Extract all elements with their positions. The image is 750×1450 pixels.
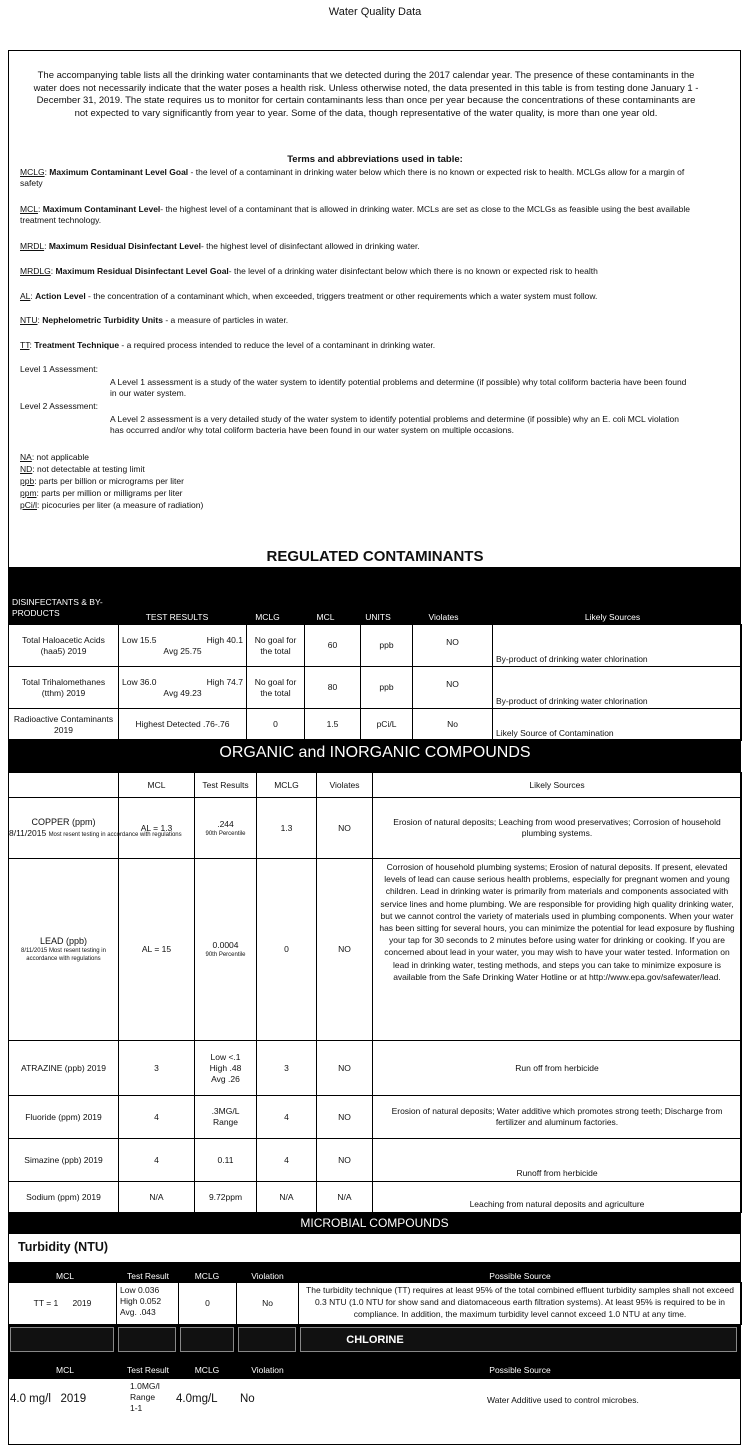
test-result: Low 15.5 High 40.1 Avg 25.75 (119, 625, 247, 667)
term-ntu: NTU: Nephelometric Turbidity Units - a measure of particles in water. (20, 315, 289, 325)
table-row (9, 1283, 742, 1325)
mclg-value: No goal for the total (247, 625, 305, 667)
term-mrdl: MRDL: Maximum Residual Disinfectant Level- the highest level of disinfectant allowed in drinking water. (20, 241, 420, 251)
page-title: Water Quality Data (328, 6, 422, 18)
likely-source: Corrosion of household plumbing systems; Erosion of natural deposits. If present, elevated levels of lead can cause serious health problems, especially for pregnant women and young children. Lead in drinking water is primarily from materials and components associated with service lines and home plumbing. We are responsible for providing high quality drinking water, but we cannot control the variety of materials used in plumbing components. When your water has been sitting for several hours, you can minimize the potential for lead exposure by flushing your tap for 30 seconds to 2 minutes before using water for drinking or cooking. If you are concerned about lead in your water, you may wish to have your water tested. Information on lead in drinking water, testing methods, and steps you can take to minimize exposure is available from the Safe Drinking Water Hotline or at http://www.epa.gov/safewater/lead. (373, 859, 742, 1041)
mcl-value: TT = 1 2019 (9, 1283, 117, 1325)
turbidity-title: Turbidity (NTU) (18, 1240, 109, 1254)
turbidity-header-possible-source: Possible Source (489, 1271, 551, 1281)
test-result: .244 90th Percentile (195, 798, 257, 859)
mclg-value: 0 (257, 859, 317, 1041)
term-mclg: MCLG: Maximum Contaminant Level Goal - the level of a contaminant in drinking water below which there is no known or expected risk to health. MCLGs allow for a margin of safety (20, 167, 685, 188)
turbidity-header-mclg: MCLG (194, 1271, 220, 1281)
likely-source: Run off from herbicide (373, 1041, 742, 1096)
intro-paragraph: The accompanying table lists all the drinking water contaminants that we detected during the 2017 calendar year. The presence of these contaminants in the water does not necessarily indicate that the water poses a health risk. Unless otherwise noted, the data presented in this table is from testing done January 1 - December 31, 2019. The state requires us to monitor for certain contaminants less than once per year because the concentrations of these contaminants are not expected to vary significantly from year to year. Some of the data, though representative of the water quality, is more than one year old. (33, 70, 699, 119)
header-violates: Violates (428, 612, 459, 622)
table-row (9, 667, 742, 709)
term-al: AL: Action Level - the concentration of a contaminant which, when exceeded, triggers treatment or other requirements which a water system must follow. (20, 291, 598, 301)
contaminant-name: Radioactive Contaminants 2019 (9, 709, 119, 741)
chlorine-header-violation: Violation (251, 1365, 284, 1375)
organic-header-row (9, 773, 742, 798)
chlorine-mcl: 4.0 mg/l 2019 (10, 1393, 87, 1405)
regulated-table (8, 624, 742, 741)
mclg-value: N/A (257, 1182, 317, 1213)
contaminant-name: Sodium (ppm) 2019 (9, 1182, 119, 1213)
chlorine-mclg: 4.0mg/L (176, 1393, 218, 1405)
table-row (9, 1139, 742, 1182)
table-row (9, 1182, 742, 1213)
header-disinfectants: DISINFECTANTS & BY-PRODUCTS (12, 597, 103, 618)
header-likely-sources: Likely Sources (373, 773, 742, 798)
header-mclg: MCLG (257, 773, 317, 798)
contaminant-name: COPPER (ppm) 8/11/2015 Most resent testing in accordance with regulations (9, 798, 119, 859)
violation-value: No (237, 1283, 299, 1325)
contaminant-name: Fluoride (ppm) 2019 (9, 1096, 119, 1139)
header-blank (9, 773, 119, 798)
test-result: .3MG/L Range (195, 1096, 257, 1139)
organic-table (8, 772, 742, 1213)
chlorine-heading: CHLORINE (346, 1334, 404, 1346)
regulated-heading: REGULATED CONTAMINANTS (266, 548, 484, 565)
mclg-value: 1.3 (257, 798, 317, 859)
level1-text: A Level 1 assessment is a study of the water system to identify potential problems and determine (if possible) why total coliform bacteria have been found in our water system. (110, 377, 687, 398)
terms-heading: Terms and abbreviations used in table: (287, 154, 463, 165)
def-pci: pCi/l: picocuries per liter (a measure of radiation) (20, 500, 204, 510)
abbreviation-list (20, 451, 203, 511)
header-units: UNITS (365, 612, 391, 622)
violates-value: NO (317, 798, 373, 859)
def-nd: ND: not detectable at testing limit (20, 464, 145, 474)
def-ppm: ppm: parts per million or milligrams per liter (20, 488, 183, 498)
likely-source: Runoff from herbicide (373, 1139, 742, 1182)
level1-label: Level 1 Assessment: (20, 364, 98, 374)
test-result: 0.11 (195, 1139, 257, 1182)
likely-source: By-product of drinking water chlorination (493, 625, 742, 667)
contaminant-name: Total Trihalomethanes (tthm) 2019 (9, 667, 119, 709)
turbidity-header-mcl: MCL (56, 1271, 74, 1281)
mcl-value: 1.5 (305, 709, 361, 741)
mcl-value: 60 (305, 625, 361, 667)
violates-value: N/A (317, 1182, 373, 1213)
def-na: NA: not applicable (20, 452, 89, 462)
table-row (9, 1096, 742, 1139)
mcl-value: 80 (305, 667, 361, 709)
chlorine-header-mcl: MCL (56, 1365, 74, 1375)
violates-value: NO (317, 1041, 373, 1096)
likely-source: Erosion of natural deposits; Water additive which promotes strong teeth; Discharge from fertilizer and aluminum factories. (373, 1096, 742, 1139)
term-mcl: MCL: Maximum Contaminant Level- the highest level of a contaminant that is allowed in drinking water. MCLs are set as close to the MCLGs as feasible using the best available treatment technology. (20, 204, 690, 225)
table-row (9, 859, 742, 1041)
violates-value: NO (317, 1096, 373, 1139)
mcl-value: N/A (119, 1182, 195, 1213)
turbidity-header-test-result: Test Result (126, 1271, 170, 1281)
table-row (9, 709, 742, 741)
mcl-value: 3 (119, 1041, 195, 1096)
table-row (9, 625, 742, 667)
turbidity-header-violation: Violation (251, 1271, 284, 1281)
mclg-value: 0 (247, 709, 305, 741)
mcl-value: AL = 15 (119, 859, 195, 1041)
test-result: Low 36.0 High 74.7 Avg 49.23 (119, 667, 247, 709)
chlorine-header-test-result: Test Result (126, 1365, 170, 1375)
mclg-value: 4 (257, 1096, 317, 1139)
test-result: Highest Detected .76-.76 (119, 709, 247, 741)
header-mcl: MCL (316, 612, 335, 622)
likely-source: By-product of drinking water chlorination (493, 667, 742, 709)
chlorine-violation: No (240, 1393, 255, 1405)
microbial-heading: MICROBIAL COMPOUNDS (8, 1212, 741, 1234)
likely-source: Erosion of natural deposits; Leaching from wood preservatives; Corrosion of household plumbing systems. (373, 798, 742, 859)
mclg-value: No goal for the total (247, 667, 305, 709)
mclg-value: 0 (179, 1283, 237, 1325)
header-test-results: Test Results (195, 773, 257, 798)
possible-source: The turbidity technique (TT) requires at least 95% of the total combined effluent turbidity samples shall not exceed 0.3 NTU (1.0 NTU for show sand and diatomaceous earth filtration systems). At least 95% is required to be in compliance. In addition, the maximum turbidity level cannot exceed 1.0 NTU at any time. (299, 1283, 742, 1325)
contaminant-name: Simazine (ppb) 2019 (9, 1139, 119, 1182)
term-mrdlg: MRDLG: Maximum Residual Disinfectant Level Goal- the level of a drinking water disinfectant below which there is no known or expected risk to health (20, 266, 598, 276)
level2-label: Level 2 Assessment: (20, 401, 98, 411)
contaminant-name: Total Haloacetic Acids (haa5) 2019 (9, 625, 119, 667)
table-row (9, 1041, 742, 1096)
units-value: pCi/L (361, 709, 413, 741)
chlorine-header-mclg: MCLG (194, 1365, 220, 1375)
mcl-value: 4 (119, 1139, 195, 1182)
level2-text: A Level 2 assessment is a very detailed study of the water system to identify potential problems and determine (if possible) why an E. coli MCL violation has occurred and/or why total coliform bacteria have been found in our water system on multiple occasions. (110, 414, 679, 435)
header-mcl: MCL (119, 773, 195, 798)
mcl-value: 4 (119, 1096, 195, 1139)
violates-value: No (413, 709, 493, 741)
table-row (9, 798, 742, 859)
mclg-value: 3 (257, 1041, 317, 1096)
mclg-value: 4 (257, 1139, 317, 1182)
chlorine-source: Water Additive used to control microbes. (487, 1395, 639, 1405)
organic-heading: ORGANIC and INORGANIC COMPOUNDS (219, 744, 531, 761)
mcl-value: AL = 1.3 (119, 798, 195, 859)
likely-source: Leaching from natural deposits and agriculture (373, 1182, 742, 1213)
chlorine-test-result: 1.0MG/l Range 1-1 (130, 1381, 160, 1413)
header-mclg: MCLG (255, 612, 280, 622)
chlorine-header-possible-source: Possible Source (489, 1365, 551, 1375)
header-likely-sources: Likely Sources (584, 612, 641, 622)
contaminant-name: LEAD (ppb) 8/11/2015 Most resent testing in accordance with regulations (9, 859, 119, 1041)
turbidity-table (8, 1282, 742, 1325)
contaminant-name: ATRAZINE (ppb) 2019 (9, 1041, 119, 1096)
likely-source: Likely Source of Contamination (493, 709, 742, 741)
test-result: Low 0.036 High 0.052 Avg. .043 (117, 1283, 179, 1325)
test-result: Low <.1 High .48 Avg .26 (195, 1041, 257, 1096)
test-result: 0.0004 90th Percentile (195, 859, 257, 1041)
test-result: 9.72ppm (195, 1182, 257, 1213)
header-violates: Violates (317, 773, 373, 798)
violates-value: NO (317, 859, 373, 1041)
units-value: ppb (361, 667, 413, 709)
violates-value: NO (413, 625, 493, 667)
violates-value: NO (317, 1139, 373, 1182)
term-tt: TT: Treatment Technique - a required process intended to reduce the level of a contaminant in drinking water. (20, 340, 436, 350)
def-ppb: ppb: parts per billion or micrograms per liter (20, 476, 184, 486)
units-value: ppb (361, 625, 413, 667)
header-test-results: TEST RESULTS (145, 612, 209, 622)
violates-value: NO (413, 667, 493, 709)
